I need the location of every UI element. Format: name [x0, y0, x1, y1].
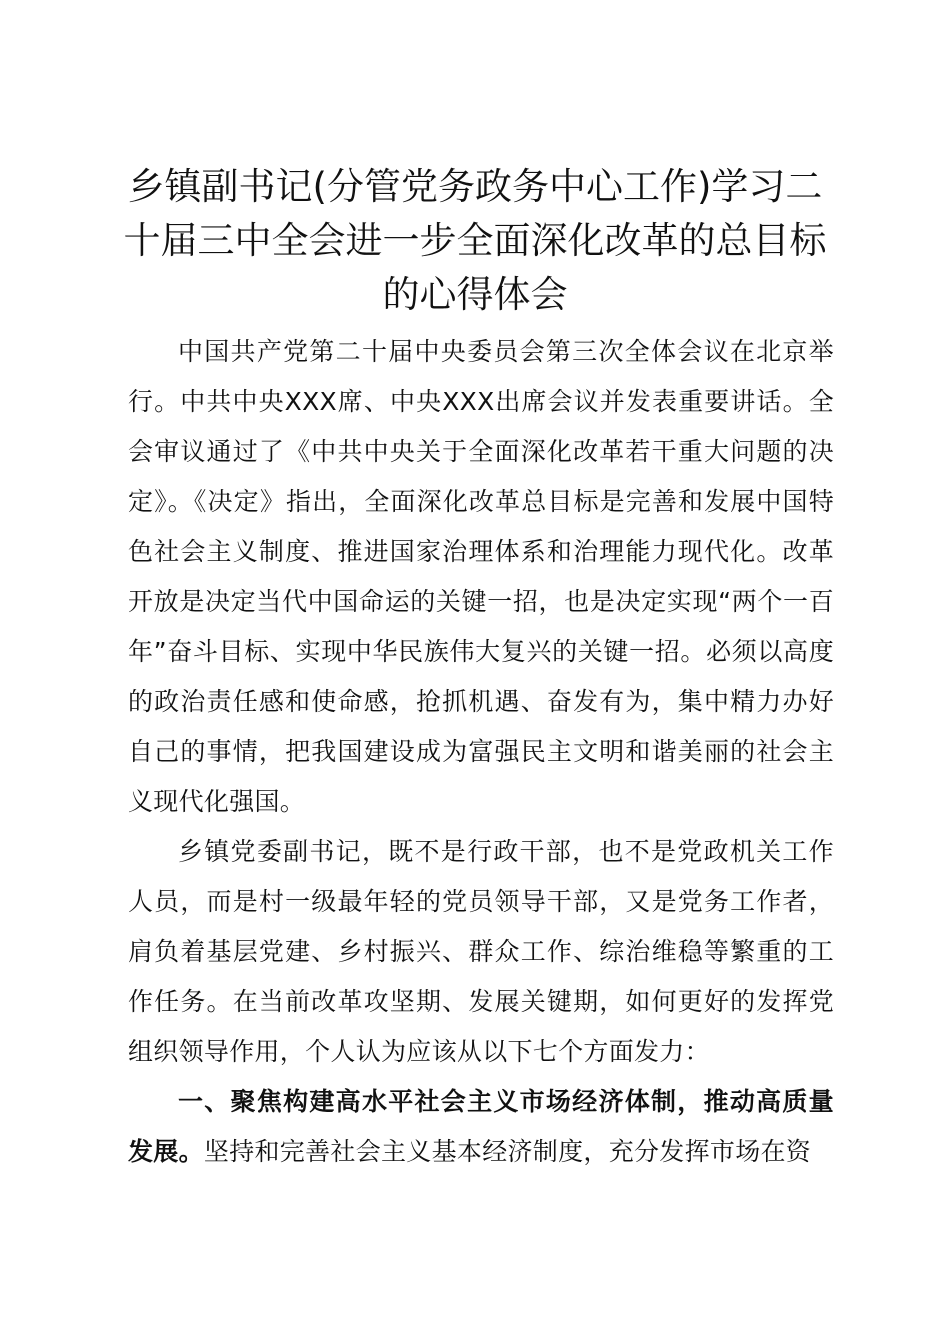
- document-title: 乡镇副书记(分管党务政务中心工作)学习二十届三中全会进一步全面深化改革的总目标的心得体会: [123, 165, 827, 316]
- document-body: [128, 327, 834, 1177]
- paragraph-2: 乡镇党委副书记，既不是行政干部，也不是党政机关工作人员，而是村一级最年轻的党员领导干部，又是党务工作者，肩负着基层党建、乡村振兴、群众工作、综治维稳等繁重的工作任务。在当前改革攻坚期、发展关键期，如何更好的发挥党组织领导作用，个人认为应该从以下七个方面发力：: [128, 837, 834, 1066]
- section-1-paragraph: [128, 1077, 834, 1177]
- paragraph-1: 中国共产党第二十届中央委员会第三次全体会议在北京举行。中共中央XXX席、中央XXX出席会议并发表重要讲话。全会审议通过了《中共中央关于全面深化改革若干重大问题的决定》。《决定》指出，全面深化改革总目标是完善和发展中国特色社会主义制度、推进国家治理体系和治理能力现代化。改革开放是决定当代中国命运的关键一招，也是决定实现“两个一百年”奋斗目标、实现中华民族伟大复兴的关键一招。必须以高度的政治责任感和使命感，抢抓机遇、奋发有为，集中精力办好自己的事情，把我国建设成为富强民主文明和谐美丽的社会主义现代化强国。: [128, 337, 834, 816]
- section-1-text: 坚持和完善社会主义基本经济制度，充分发挥市场在资: [203, 1137, 812, 1166]
- section-1-heading: 一、聚焦构建高水平社会主义市场经济体制，推动高质量发展。: [128, 1087, 834, 1166]
